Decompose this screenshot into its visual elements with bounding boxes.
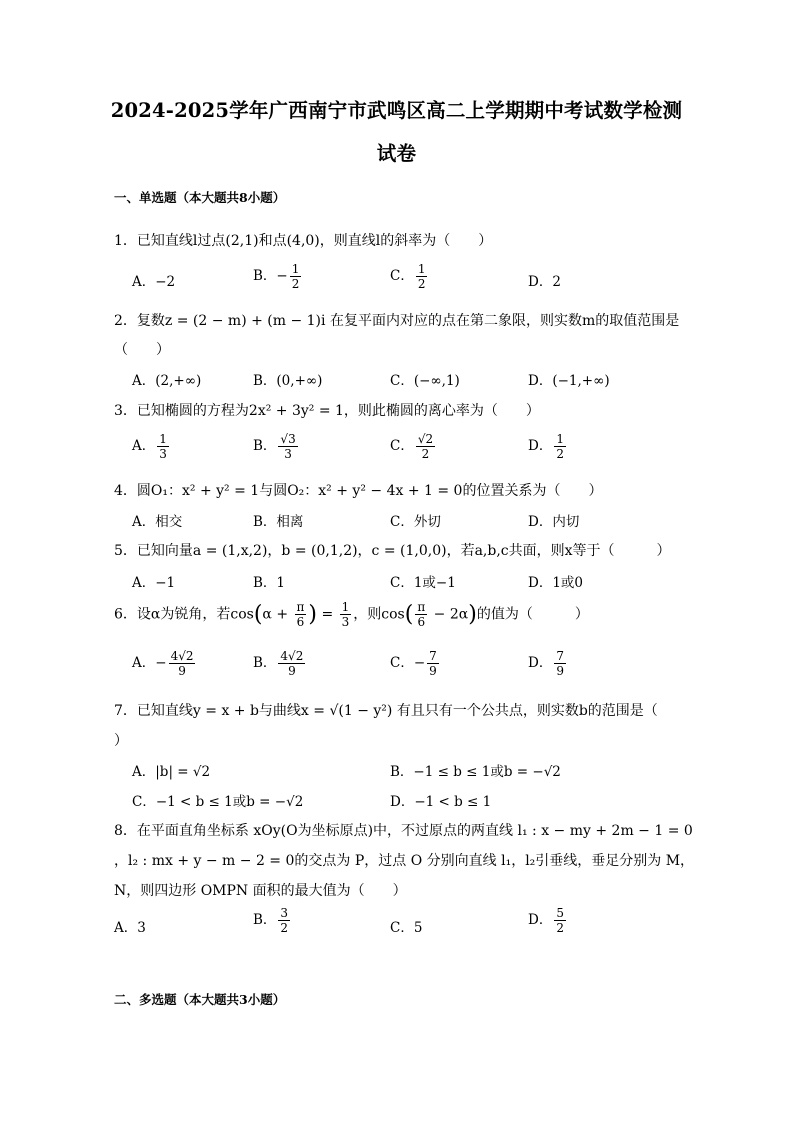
q3-option-b: B． $\frac{√3}{3}$ bbox=[253, 432, 296, 461]
q8-option-c: C．5 bbox=[390, 920, 423, 936]
q4-option-c: C．外切 bbox=[390, 514, 441, 530]
q2-option-b: B．(0,+∞) bbox=[253, 373, 323, 389]
question-8-stem-line1: 8．在平面直角坐标系 xOy(O为坐标原点)中，不过原点的两直线 l₁ : x − my + 2m − 1 = 0 bbox=[114, 823, 693, 839]
q2-option-a: A．(2,+∞) bbox=[132, 373, 202, 389]
question-3-stem: 3．已知椭圆的方程为2x² + 3y² = 1，则此椭圆的离心率为（ ） bbox=[114, 403, 540, 419]
question-5-stem: 5．已知向量a = (1,x,2)，b = (0,1,2)，c = (1,0,0)，若a,b,c共面，则x等于（ ） bbox=[114, 543, 671, 559]
q3-option-c: C． $\frac{√2}{2}$ bbox=[390, 432, 434, 461]
q1-option-b: B．− $\frac{1}{2}$ bbox=[253, 262, 300, 291]
q2-option-d: D．(−1,+∞) bbox=[528, 373, 610, 389]
q7-option-a: A．|b| = √2 bbox=[132, 764, 211, 780]
question-2-stem-line1: 2．复数z = (2 − m) + (m − 1)i 在复平面内对应的点在第二象限，则实数m的取值范围是 bbox=[114, 313, 680, 329]
q5-option-d: D．1或0 bbox=[528, 575, 584, 591]
q8-option-d: D． $\frac{5}{2}$ bbox=[528, 906, 564, 935]
q4-option-b: B．相离 bbox=[253, 514, 304, 530]
question-4-stem: 4．圆O₁：x² + y² = 1与圆O₂：x² + y² − 4x + 1 = 0的位置关系为（ ） bbox=[114, 483, 603, 499]
q5-option-a: A．−1 bbox=[132, 575, 176, 591]
q6-option-b: B． $\frac{4√2}{9}$ bbox=[253, 649, 304, 678]
q1-option-c: C． $\frac{1}{2}$ bbox=[390, 262, 426, 291]
q5-option-b: B．1 bbox=[253, 575, 286, 591]
q4-option-d: D．内切 bbox=[528, 514, 580, 530]
question-8-stem-line2: ，l₂ : mx + y − m − 2 = 0的交点为 P，过点 O 分别向直线 l₁，l₂引垂线，垂足分别为 M， bbox=[114, 853, 695, 869]
question-2-stem-line2: （ ） bbox=[114, 342, 170, 358]
section-heading-multiple-choice: 二、多选题（本大题共3小题） bbox=[114, 992, 286, 1007]
q2-option-c: C．(−∞,1) bbox=[390, 373, 460, 389]
q1-option-d: D．2 bbox=[528, 274, 561, 290]
q6-option-a: A．− $\frac{4√2}{9}$ bbox=[132, 649, 194, 678]
q6-option-d: D． $\frac{7}{9}$ bbox=[528, 649, 564, 678]
q5-option-c: C．1或−1 bbox=[390, 575, 456, 591]
q7-option-b: B．−1 ≤ b ≤ 1或b = −√2 bbox=[390, 764, 561, 780]
question-7-stem-line1: 7．已知直线y = x + b与曲线x = √(1 − y²) 有且只有一个公共点，则实数b的范围是（ bbox=[114, 703, 658, 719]
question-7-stem-line2: ） bbox=[114, 733, 128, 749]
question-6-stem: 6．设α为锐角，若cos(α + $\frac{\pi}{6}$ ) = $\frac{1}{3}$ ，则cos( $\frac{\pi}{6}$ − 2α)的值为（ ） bbox=[114, 600, 589, 629]
q3-option-d: D． $\frac{1}{2}$ bbox=[528, 432, 564, 461]
section-heading-single-choice: 一、单选题（本大题共8小题） bbox=[114, 190, 286, 205]
q6-option-c: C．− $\frac{7}{9}$ bbox=[390, 649, 437, 678]
question-1-stem: 1．已知直线l过点(2,1)和点(4,0)，则直线l的斜率为（ ） bbox=[114, 233, 493, 249]
q1-option-a: A．−2 bbox=[132, 274, 176, 290]
q7-option-c: C．−1 < b ≤ 1或b = −√2 bbox=[132, 794, 304, 810]
document-title-line2: 试卷 bbox=[376, 142, 417, 165]
document-title-line1: 2024-2025学年广西南宁市武鸣区高二上学期期中考试数学检测 bbox=[110, 99, 683, 122]
q4-option-a: A．相交 bbox=[132, 514, 183, 530]
q8-option-b: B． $\frac{3}{2}$ bbox=[253, 906, 289, 935]
question-8-stem-line3: N，则四边形 OMPN 面积的最大值为（ ） bbox=[114, 883, 407, 899]
q7-option-d: D．−1 < b ≤ 1 bbox=[390, 794, 492, 810]
q8-option-a: A．3 bbox=[114, 920, 146, 936]
q3-option-a: A． $\frac{1}{3}$ bbox=[132, 432, 167, 461]
